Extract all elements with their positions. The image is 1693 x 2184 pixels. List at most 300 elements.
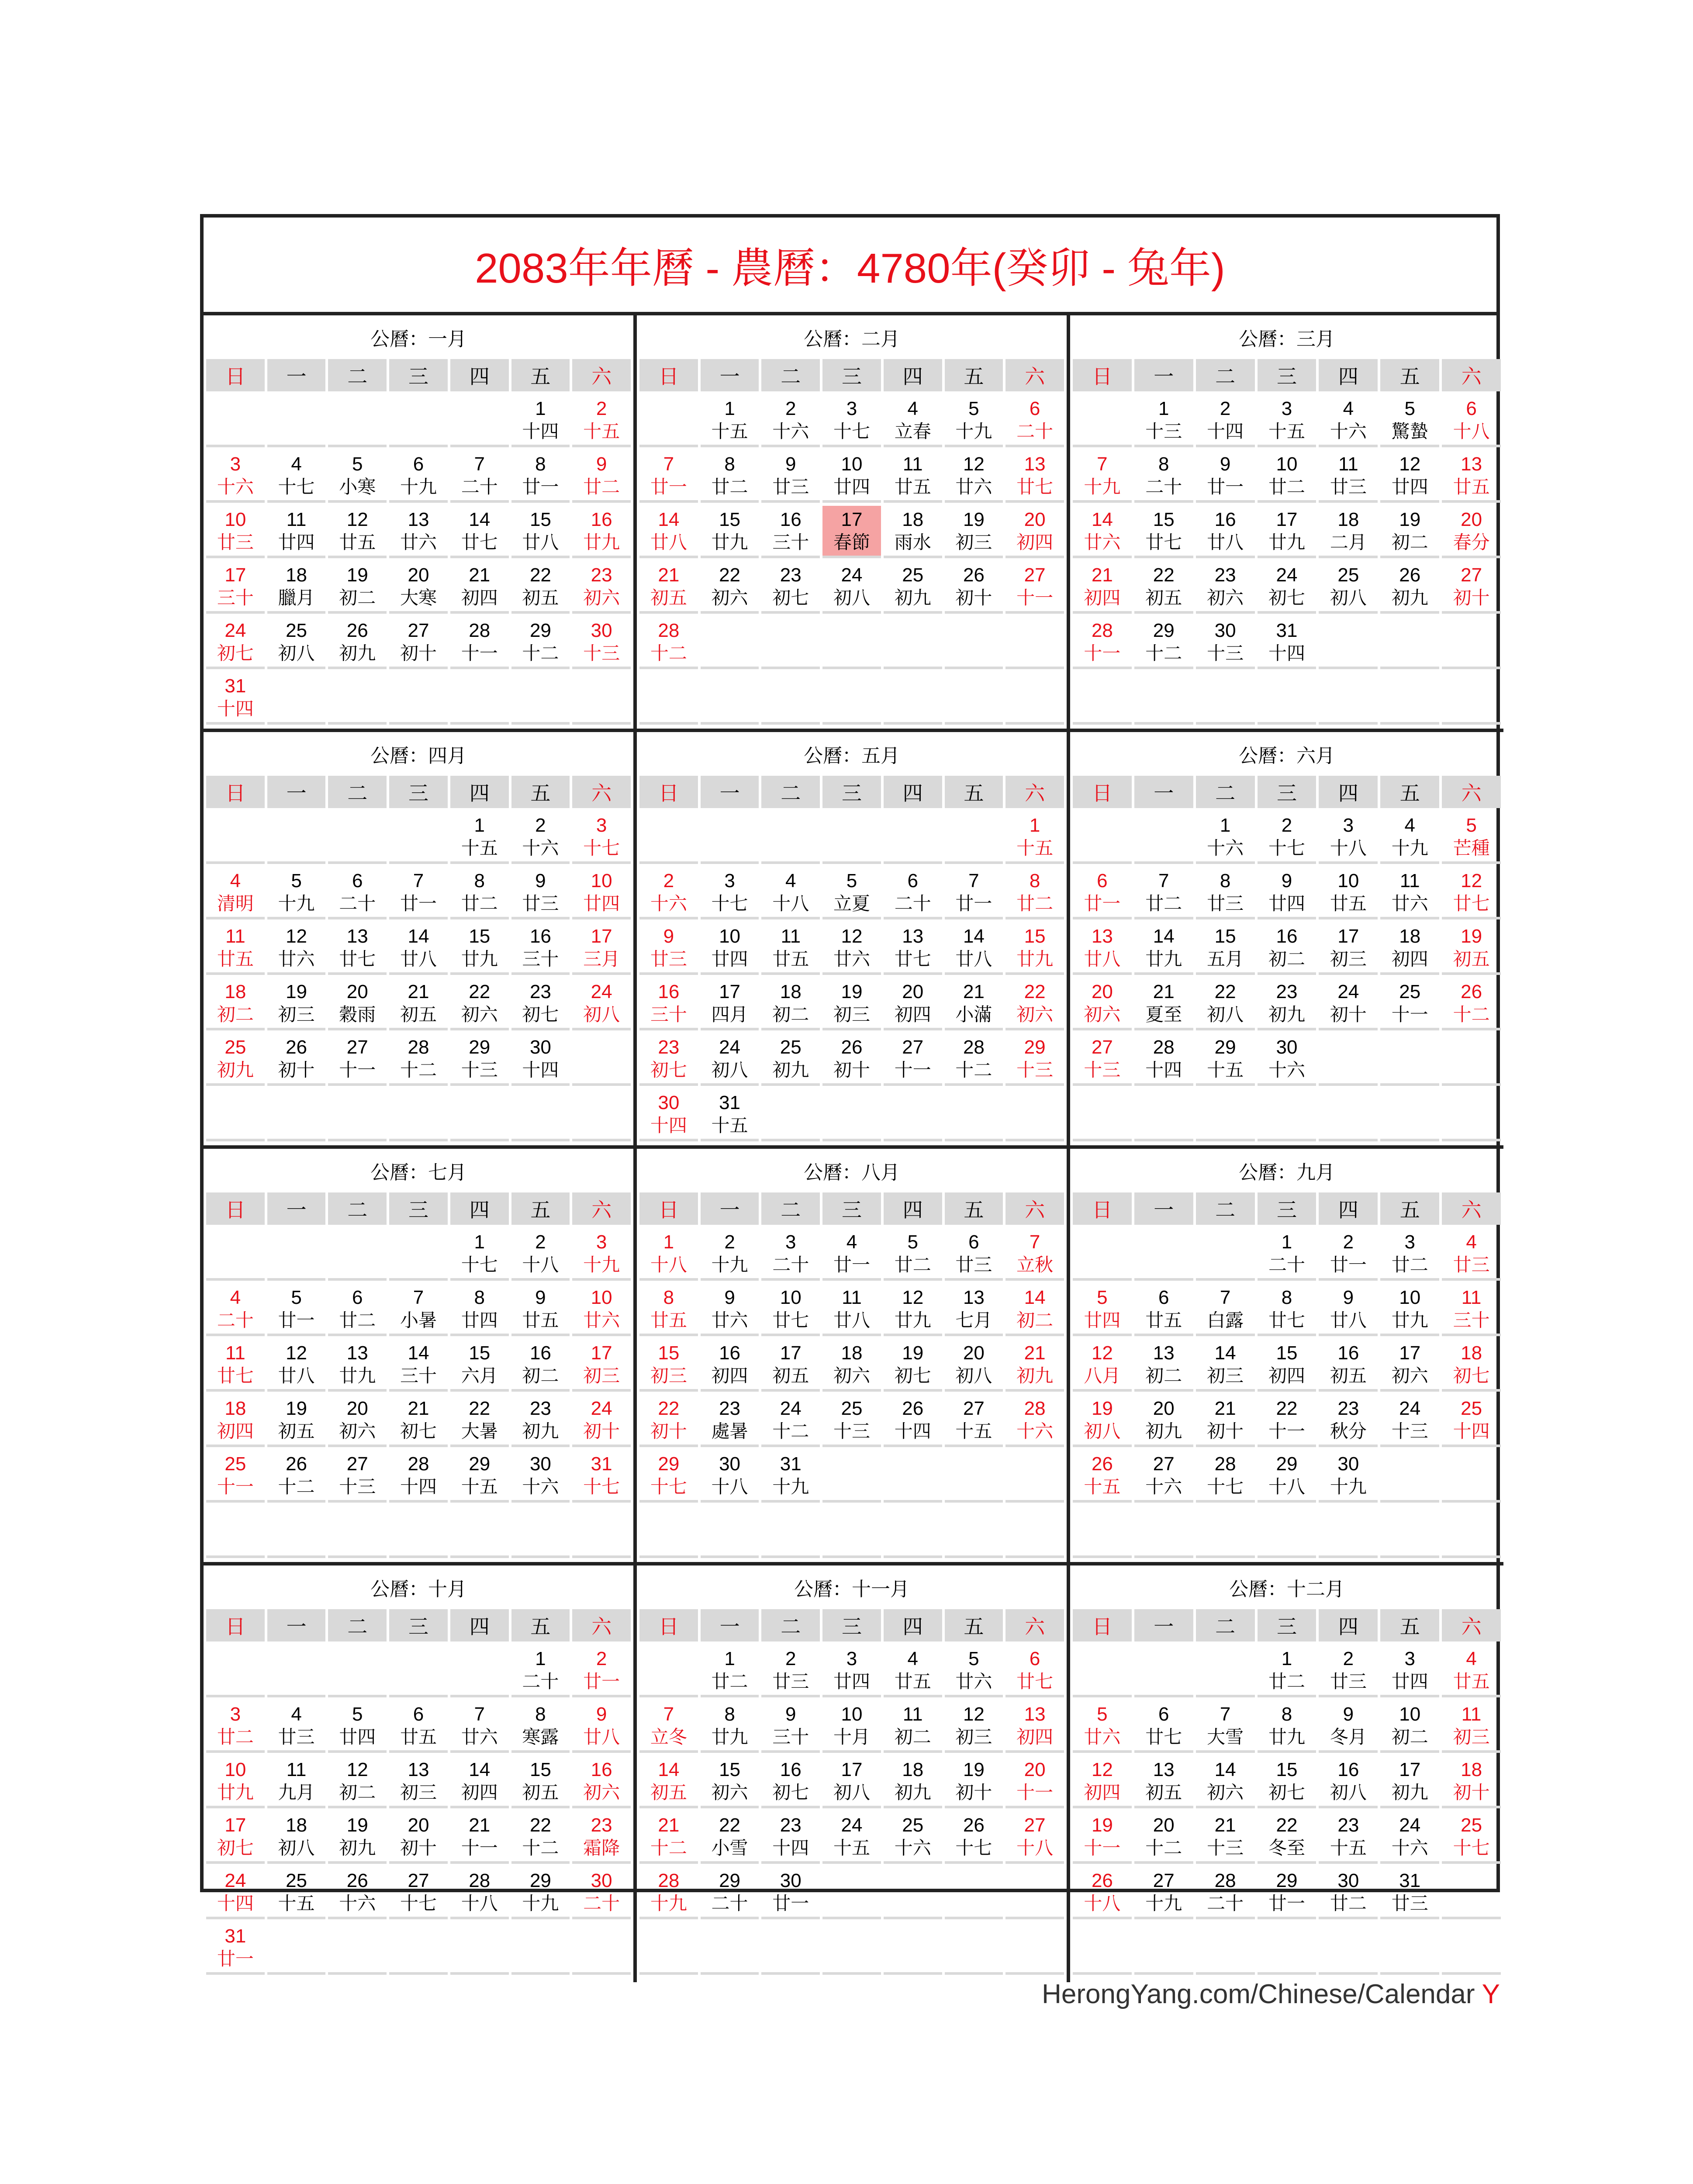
lunar-date: 初七 (650, 1059, 687, 1081)
day-cell (1380, 1395, 1439, 1447)
day-cell (206, 672, 265, 725)
day-number: 30 (1337, 1870, 1359, 1891)
weekday-label: 四 (884, 1609, 942, 1641)
empty-cell (511, 1506, 570, 1558)
lunar-date: 十六 (522, 837, 559, 859)
day-number: 1 (1281, 1231, 1292, 1253)
day-number: 9 (663, 926, 674, 947)
lunar-date: 廿七 (461, 532, 498, 553)
day-cell (1258, 867, 1316, 919)
day-number: 20 (1153, 1814, 1175, 1836)
day-cell (206, 450, 265, 503)
day-number: 4 (1466, 1648, 1477, 1669)
day-cell (267, 1033, 326, 1086)
weekday-label: 四 (450, 1609, 509, 1641)
day-number: 6 (413, 453, 424, 475)
day-number: 10 (780, 1287, 802, 1308)
day-cell (511, 1645, 570, 1697)
lunar-date: 廿三 (217, 532, 254, 553)
empty-cell (1073, 1922, 1132, 1975)
day-cell (389, 978, 448, 1030)
day-grid (206, 395, 631, 725)
weekday-label: 一 (1134, 359, 1193, 391)
day-number: 22 (719, 564, 741, 586)
day-number: 2 (724, 1231, 735, 1253)
empty-cell (450, 672, 509, 725)
lunar-date: 廿六 (955, 1671, 992, 1692)
day-number: 22 (1276, 1814, 1298, 1836)
lunar-date: 初二 (772, 1004, 809, 1025)
lunar-date: 初三 (955, 1726, 992, 1748)
day-cell (511, 561, 570, 614)
lunar-date: 初八 (711, 1059, 748, 1081)
lunar-date: 初八 (278, 1837, 315, 1859)
lunar-date: 廿二 (894, 1254, 931, 1275)
day-number: 12 (286, 926, 308, 947)
day-cell (1380, 1867, 1439, 1919)
lunar-date: 小暑 (400, 1310, 437, 1331)
day-number: 29 (1024, 1037, 1046, 1058)
day-cell (701, 1756, 759, 1808)
day-number: 26 (963, 1814, 985, 1836)
lunar-date: 十八 (1268, 1476, 1305, 1497)
day-cell (761, 1867, 820, 1919)
lunar-date: 廿八 (955, 948, 992, 970)
lunar-date: 十五 (711, 421, 748, 442)
empty-cell (1442, 617, 1501, 669)
day-cell (1442, 1395, 1501, 1447)
day-cell (1073, 1700, 1132, 1753)
lunar-date: 廿四 (1391, 476, 1428, 498)
day-cell (701, 450, 759, 503)
day-cell (572, 812, 631, 864)
weekday-label: 三 (1258, 1192, 1316, 1225)
lunar-date: 十五 (1268, 421, 1305, 442)
day-number: 21 (1214, 1398, 1236, 1419)
day-grid (639, 1645, 1064, 1975)
lunar-date: 廿二 (1016, 893, 1054, 914)
month-title: 公曆：一月 (370, 328, 466, 350)
day-cell (1134, 450, 1193, 503)
day-cell (572, 450, 631, 503)
day-number: 29 (1214, 1037, 1236, 1058)
day-cell (328, 867, 387, 919)
day-cell (1073, 923, 1132, 975)
day-number: 9 (535, 1287, 546, 1308)
day-number: 13 (1153, 1759, 1175, 1780)
day-number: 14 (1091, 509, 1113, 530)
lunar-date: 十三 (339, 1476, 376, 1497)
day-number: 23 (529, 981, 551, 1002)
lunar-date: 廿二 (1145, 893, 1182, 914)
day-number: 22 (529, 564, 551, 586)
weekday-label: 六 (1442, 776, 1501, 808)
day-cell (945, 1228, 1003, 1281)
day-cell (1258, 1395, 1316, 1447)
lunar-date: 廿二 (1330, 1893, 1367, 1914)
lunar-date: 十九 (583, 1254, 620, 1275)
weekday-label: 四 (1319, 1609, 1378, 1641)
day-number: 27 (1461, 564, 1482, 586)
day-number: 22 (658, 1398, 680, 1419)
day-number: 28 (1153, 1037, 1175, 1058)
lunar-date: 初四 (711, 1365, 748, 1386)
empty-cell (1073, 395, 1132, 447)
weekday-label: 六 (1005, 1609, 1064, 1641)
day-cell (206, 617, 265, 669)
lunar-date: 廿一 (278, 1310, 315, 1331)
day-cell (572, 1867, 631, 1919)
empty-cell (1380, 1089, 1439, 1141)
day-cell (1196, 561, 1255, 614)
day-cell (1005, 923, 1064, 975)
lunar-date: 十五 (461, 1476, 498, 1497)
day-number: 17 (1399, 1342, 1421, 1364)
lunar-date: 十七 (1268, 837, 1305, 859)
day-number: 30 (529, 1453, 551, 1475)
empty-cell (1258, 1089, 1316, 1141)
weekday-label: 二 (328, 776, 387, 808)
lunar-date: 廿八 (650, 532, 687, 553)
day-cell (1442, 450, 1501, 503)
day-cell (1380, 1284, 1439, 1336)
lunar-date: 初三 (400, 1782, 437, 1803)
weekday-header (639, 1609, 1064, 1641)
day-cell (1005, 1228, 1064, 1281)
day-cell (761, 867, 820, 919)
weekday-label: 五 (511, 776, 570, 808)
weekday-label: 一 (267, 1609, 326, 1641)
day-cell (701, 1867, 759, 1919)
day-number: 4 (291, 453, 302, 475)
day-cell (450, 923, 509, 975)
lunar-date: 廿七 (1016, 1671, 1054, 1692)
day-cell (267, 1756, 326, 1808)
weekday-label: 一 (701, 1192, 759, 1225)
day-cell (884, 561, 942, 614)
empty-cell (945, 672, 1003, 725)
day-cell (1073, 1339, 1132, 1392)
empty-cell (701, 1922, 759, 1975)
empty-cell (450, 1089, 509, 1141)
day-cell (761, 1395, 820, 1447)
empty-cell (701, 672, 759, 725)
day-number: 17 (1337, 926, 1359, 947)
lunar-date: 初七 (772, 1782, 809, 1803)
lunar-date: 初三 (833, 1004, 870, 1025)
empty-cell (822, 1089, 881, 1141)
lunar-date: 十九 (522, 1893, 559, 1914)
lunar-date: 初六 (1207, 587, 1244, 608)
day-number: 16 (591, 509, 612, 530)
lunar-date: 廿三 (772, 1671, 809, 1692)
lunar-date: 初八 (833, 587, 870, 608)
day-cell (1005, 1645, 1064, 1697)
lunar-date: 廿四 (583, 893, 620, 914)
lunar-date: 白露 (1207, 1310, 1244, 1331)
empty-cell (884, 617, 942, 669)
lunar-date: 十九 (711, 1254, 748, 1275)
day-number: 26 (1461, 981, 1482, 1002)
lunar-date: 三十 (772, 532, 809, 553)
day-cell (884, 1339, 942, 1392)
lunar-date: 初二 (522, 1365, 559, 1386)
lunar-date: 立秋 (1016, 1254, 1054, 1275)
lunar-date: 初七 (1268, 1782, 1305, 1803)
empty-cell (389, 1228, 448, 1281)
day-number: 27 (1153, 1870, 1175, 1891)
weekday-label: 日 (206, 776, 265, 808)
day-number: 5 (1404, 398, 1415, 419)
lunar-date: 廿五 (772, 948, 809, 970)
lunar-date: 初三 (1207, 1365, 1244, 1386)
day-cell (1196, 1811, 1255, 1864)
lunar-date: 廿八 (583, 1726, 620, 1748)
lunar-date: 十二 (1145, 643, 1182, 664)
lunar-date: 廿七 (339, 948, 376, 970)
empty-cell (1134, 812, 1193, 864)
day-cell (1134, 867, 1193, 919)
empty-cell (450, 1922, 509, 1975)
month-panel (1070, 315, 1503, 732)
day-cell (206, 1700, 265, 1753)
lunar-date: 初十 (1453, 1782, 1490, 1803)
day-cell (1442, 1339, 1501, 1392)
day-number: 6 (1029, 1648, 1040, 1669)
day-cell (1134, 561, 1193, 614)
empty-cell (1442, 1922, 1501, 1975)
lunar-date: 十七 (650, 1476, 687, 1497)
day-cell (1005, 1811, 1064, 1864)
day-number: 7 (474, 453, 485, 475)
day-number: 25 (1337, 564, 1359, 586)
day-number: 28 (408, 1037, 429, 1058)
empty-cell (1196, 672, 1255, 725)
day-cell (822, 506, 881, 558)
lunar-date: 初四 (1391, 948, 1428, 970)
lunar-date: 廿一 (955, 893, 992, 914)
empty-cell (1380, 1033, 1439, 1086)
day-cell (206, 923, 265, 975)
month-panel (204, 1149, 637, 1565)
month-title: 公曆：三月 (1239, 328, 1335, 350)
lunar-date: 廿三 (522, 893, 559, 914)
day-cell (572, 867, 631, 919)
day-cell (450, 1756, 509, 1808)
day-number: 11 (286, 509, 307, 530)
day-cell (511, 1450, 570, 1503)
empty-cell (1380, 1450, 1439, 1503)
day-cell (206, 1395, 265, 1447)
lunar-date: 十四 (772, 1837, 809, 1859)
day-number: 13 (963, 1287, 985, 1308)
day-cell (511, 617, 570, 669)
day-number: 29 (529, 620, 551, 641)
empty-cell (1196, 1922, 1255, 1975)
day-number: 17 (225, 564, 246, 586)
lunar-date: 初四 (217, 1420, 254, 1442)
month-panel (1070, 1565, 1503, 1982)
day-cell (572, 617, 631, 669)
empty-cell (1442, 672, 1501, 725)
day-number: 15 (1024, 926, 1046, 947)
lunar-date: 初四 (461, 587, 498, 608)
lunar-date: 廿二 (583, 476, 620, 498)
day-cell (701, 1811, 759, 1864)
empty-cell (206, 1645, 265, 1697)
day-number: 11 (1461, 1287, 1482, 1308)
day-number: 12 (963, 453, 985, 475)
day-number: 31 (780, 1453, 802, 1475)
day-number: 11 (286, 1759, 307, 1780)
lunar-date: 廿六 (278, 948, 315, 970)
day-cell (822, 1284, 881, 1336)
day-number: 19 (286, 981, 308, 1002)
day-number: 2 (1281, 815, 1292, 836)
day-number: 15 (719, 1759, 741, 1780)
empty-cell (639, 1506, 698, 1558)
weekday-label: 日 (206, 1609, 265, 1641)
day-cell (1380, 1756, 1439, 1808)
day-number: 17 (1276, 509, 1298, 530)
day-cell (1005, 1339, 1064, 1392)
day-number: 26 (286, 1037, 308, 1058)
lunar-date: 春節 (833, 532, 870, 553)
day-cell (511, 1867, 570, 1919)
day-cell (389, 1284, 448, 1336)
day-cell (389, 1033, 448, 1086)
empty-cell (1073, 1645, 1132, 1697)
day-cell (206, 1284, 265, 1336)
empty-cell (328, 1645, 387, 1697)
day-number: 6 (1029, 398, 1040, 419)
empty-cell (267, 1506, 326, 1558)
empty-cell (328, 812, 387, 864)
day-cell (1258, 1228, 1316, 1281)
day-cell (1073, 978, 1132, 1030)
day-number: 23 (591, 1814, 612, 1836)
lunar-date: 三十 (1453, 1310, 1490, 1331)
lunar-date: 初八 (1084, 1420, 1121, 1442)
day-cell (761, 978, 820, 1030)
day-number: 18 (902, 1759, 924, 1780)
day-number: 1 (535, 1648, 546, 1669)
day-number: 14 (1024, 1287, 1046, 1308)
day-cell (206, 1450, 265, 1503)
empty-cell (1442, 1867, 1501, 1919)
footer-link[interactable]: HerongYang.com/Chinese/Calendar (1042, 1979, 1475, 2009)
weekday-label: 日 (639, 1609, 698, 1641)
day-cell (1319, 1645, 1378, 1697)
weekday-label: 六 (1442, 1192, 1501, 1225)
day-number: 21 (1214, 1814, 1236, 1836)
empty-cell (1196, 1645, 1255, 1697)
lunar-date: 十七 (711, 893, 748, 914)
day-number: 7 (1220, 1704, 1231, 1725)
weekday-label: 三 (389, 776, 448, 808)
day-number: 18 (286, 1814, 308, 1836)
day-number: 16 (719, 1342, 741, 1364)
lunar-date: 廿四 (278, 532, 315, 553)
day-number: 27 (1153, 1453, 1175, 1475)
lunar-date: 初三 (583, 1365, 620, 1386)
day-number: 21 (408, 981, 429, 1002)
day-cell (572, 1811, 631, 1864)
lunar-date: 初四 (1084, 587, 1121, 608)
lunar-date: 十六 (894, 1837, 931, 1859)
day-cell (945, 1645, 1003, 1697)
day-number: 24 (1399, 1814, 1421, 1836)
lunar-date: 二十 (583, 1893, 620, 1914)
day-number: 23 (1337, 1398, 1359, 1419)
empty-cell (389, 1922, 448, 1975)
lunar-date: 廿五 (1453, 476, 1490, 498)
day-cell (1319, 1228, 1378, 1281)
weekday-label: 二 (328, 1609, 387, 1641)
day-number: 5 (291, 870, 302, 892)
day-cell (1442, 1284, 1501, 1336)
day-number: 17 (591, 926, 612, 947)
lunar-date: 廿六 (583, 1310, 620, 1331)
day-number: 16 (529, 1342, 551, 1364)
lunar-date: 初二 (894, 1726, 931, 1748)
lunar-date: 二十 (1268, 1254, 1305, 1275)
lunar-date: 二十 (711, 1893, 748, 1914)
weekday-label: 四 (450, 776, 509, 808)
day-number: 31 (1399, 1870, 1421, 1891)
day-cell (1258, 1811, 1316, 1864)
day-cell (1005, 812, 1064, 864)
day-grid (639, 1228, 1064, 1558)
day-cell (1380, 923, 1439, 975)
lunar-date: 初三 (278, 1004, 315, 1025)
lunar-date: 三十 (650, 1004, 687, 1025)
lunar-date: 廿八 (1330, 1310, 1367, 1331)
lunar-date: 初九 (339, 1837, 376, 1859)
day-number: 30 (719, 1453, 741, 1475)
day-cell (450, 617, 509, 669)
day-number: 15 (1153, 509, 1175, 530)
lunar-date: 初六 (583, 587, 620, 608)
day-number: 24 (591, 1398, 612, 1419)
day-number: 28 (658, 620, 680, 641)
day-number: 6 (1158, 1704, 1169, 1725)
day-number: 9 (724, 1287, 735, 1308)
day-cell (1005, 867, 1064, 919)
weekday-header (639, 776, 1064, 808)
empty-cell (267, 812, 326, 864)
weekday-label: 二 (761, 359, 820, 391)
day-cell (1442, 561, 1501, 614)
day-cell (884, 450, 942, 503)
day-cell (1196, 1700, 1255, 1753)
calendar (200, 214, 1500, 1970)
lunar-date: 初六 (1084, 1004, 1121, 1025)
weekday-label: 五 (945, 776, 1003, 808)
day-number: 6 (1466, 398, 1477, 419)
lunar-date: 夏至 (1145, 1004, 1182, 1025)
day-cell (884, 395, 942, 447)
empty-cell (1073, 1089, 1132, 1141)
day-cell (884, 978, 942, 1030)
lunar-date: 初二 (339, 587, 376, 608)
day-number: 19 (902, 1342, 924, 1364)
day-number: 6 (907, 870, 918, 892)
day-number: 9 (1343, 1287, 1354, 1308)
day-number: 5 (352, 1704, 363, 1725)
day-cell (639, 450, 698, 503)
month-panel (637, 1149, 1070, 1565)
